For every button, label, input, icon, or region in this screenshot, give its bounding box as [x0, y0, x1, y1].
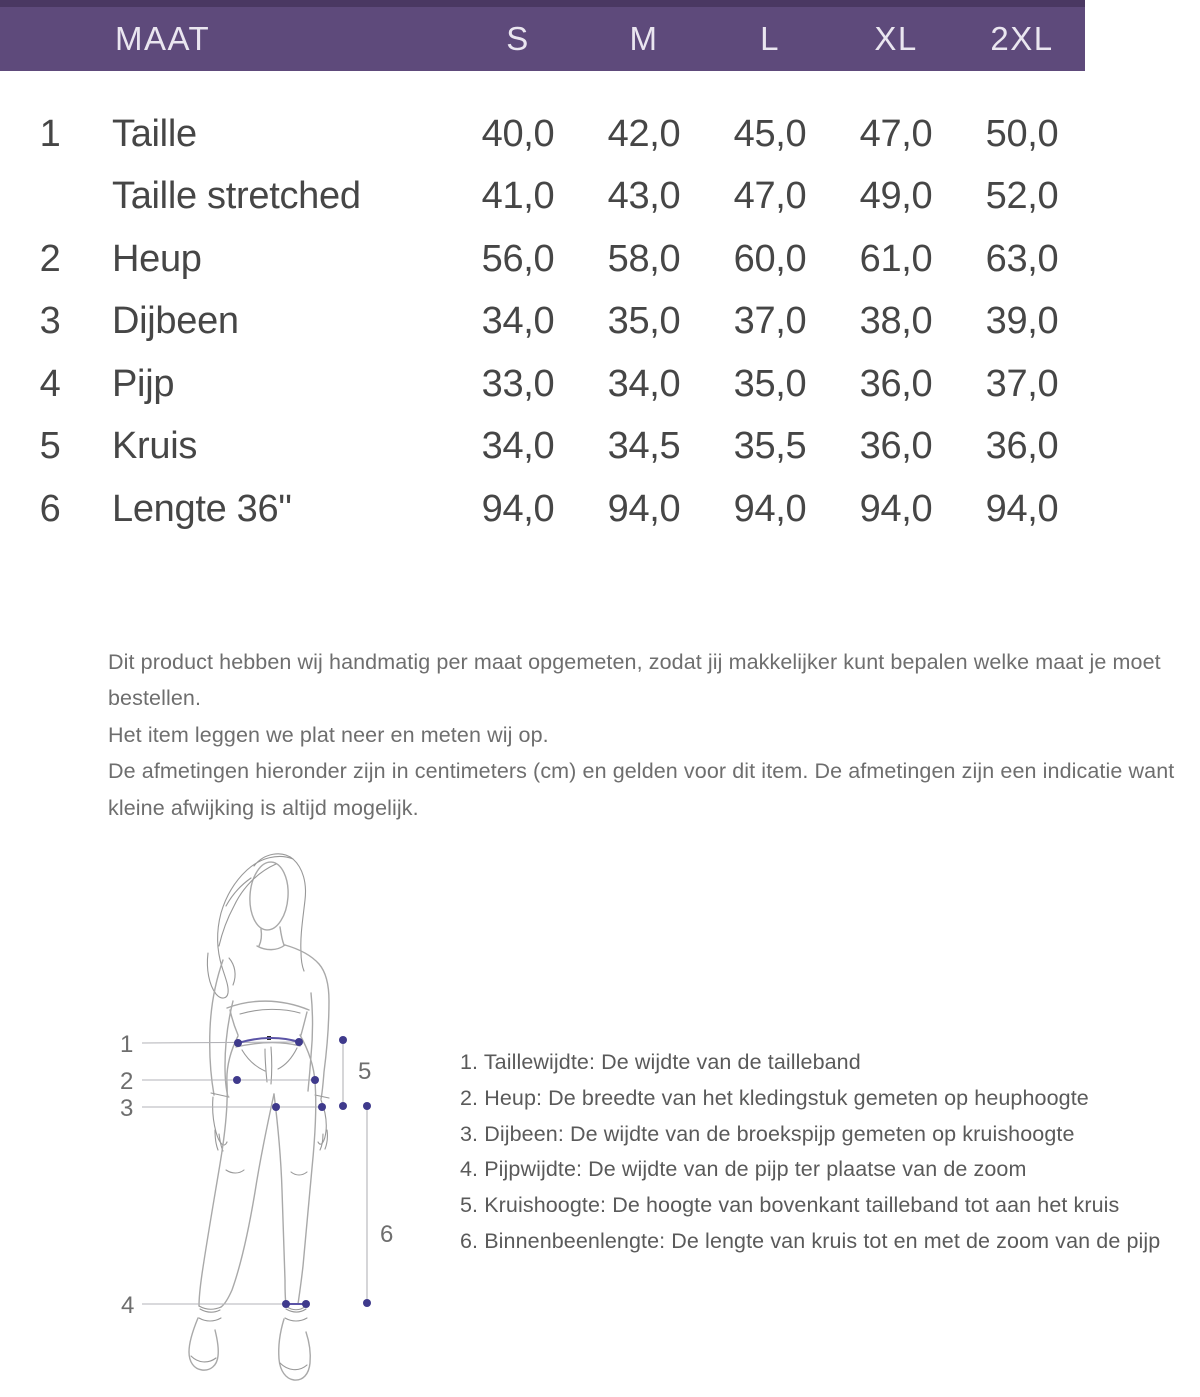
- row-number: 5: [39, 425, 61, 468]
- cell-value: 43,0: [607, 175, 681, 218]
- cell-value: 36,0: [859, 362, 933, 405]
- right-shoe: [285, 1318, 307, 1321]
- guide-item: 6. Binnenbeenlengte: De lengte van kruis tot en met de zoom van de pijp: [460, 1228, 1161, 1253]
- left-shoe: [199, 1318, 221, 1321]
- dot: [363, 1299, 371, 1307]
- dot: [311, 1076, 319, 1084]
- dot: [302, 1300, 310, 1308]
- left-leg: [199, 1036, 238, 1306]
- measurement-marker-labels: [120, 1031, 393, 1319]
- top-hem-fold: [240, 1009, 300, 1014]
- cell-value: 58,0: [607, 237, 681, 280]
- table-row-taille: [0, 103, 1085, 166]
- cell-value: 94,0: [607, 487, 681, 530]
- row-number: 6: [39, 487, 61, 530]
- cell-value: 63,0: [985, 237, 1059, 280]
- guide-item: 1. Taillewijdte: De wijdte van de tailleband: [460, 1050, 861, 1074]
- table-row-pijp: [0, 353, 1085, 416]
- size-table-body: [0, 103, 1085, 541]
- table-row-kruis: [0, 416, 1085, 479]
- hair: [219, 864, 276, 946]
- waistband: [236, 1043, 300, 1047]
- dot: [234, 1039, 242, 1047]
- neck: [280, 927, 284, 945]
- measurement-guide-list: [460, 1045, 1160, 1260]
- size-col-xl: XL: [874, 20, 918, 57]
- row-number: 4: [39, 362, 61, 405]
- dot: [363, 1102, 371, 1110]
- left-leg: [221, 1094, 274, 1307]
- cell-value: 36,0: [859, 425, 933, 468]
- cell-value: 40,0: [481, 112, 555, 155]
- cell-value: 42,0: [607, 112, 681, 155]
- dot: [339, 1036, 347, 1044]
- dot: [295, 1038, 303, 1046]
- guide-item: 4. Pijpwijdte: De wijdte van de pijp ter plaatse van de zoom: [460, 1157, 1027, 1182]
- dot: [233, 1076, 241, 1084]
- cell-value: 45,0: [733, 112, 807, 155]
- cell-value: 94,0: [859, 487, 933, 530]
- cell-value: 36,0: [985, 425, 1059, 468]
- dot: [282, 1300, 290, 1308]
- guide-item: 3. Dijbeen: De wijdte van de broekspijp gemeten op kruishoogte: [460, 1121, 1075, 1146]
- cell-value: 35,5: [733, 425, 807, 468]
- description-paragraph: De afmetingen hieronder zijn in centimeters (cm) en gelden voor dit item. De afmetingen zijn een indicatie want kleine afwijking is altijd mogelijk.: [108, 759, 1175, 820]
- size-col-m: M: [629, 20, 659, 57]
- cell-value: 47,0: [859, 112, 933, 155]
- midriff: [230, 1010, 238, 1035]
- measurement-dots: [233, 1036, 371, 1308]
- row-number: 1: [39, 112, 61, 155]
- head: [248, 861, 291, 931]
- measurement-lines: [142, 1040, 367, 1304]
- guide-item: 5. Kruishoogte: De hoogte van bovenkant tailleband tot aan het kruis: [460, 1193, 1120, 1218]
- description-paragraph: Het item leggen we plat neer en meten wij op.: [108, 722, 549, 747]
- cell-value: 94,0: [733, 487, 807, 530]
- row-label: Taille stretched: [112, 175, 361, 218]
- midriff: [301, 1012, 307, 1035]
- figure-sketch-svg: [80, 838, 440, 1392]
- row-number: 3: [39, 300, 61, 343]
- cell-value: 41,0: [481, 175, 555, 218]
- cell-value: 38,0: [859, 300, 933, 343]
- marker-label-2: 2: [120, 1068, 134, 1095]
- right-arm: [285, 945, 329, 1099]
- guide-item: 2. Heup: De breedte van het kledingstuk gemeten op heuphoogte: [460, 1085, 1089, 1110]
- cell-value: 60,0: [733, 237, 807, 280]
- cell-value: 49,0: [859, 175, 933, 218]
- right-hand: [320, 1134, 323, 1150]
- left-shoe: [191, 1356, 216, 1362]
- size-col-l: L: [760, 20, 780, 57]
- right-arm: [308, 993, 313, 1091]
- right-shoe: [280, 1363, 307, 1370]
- row-label: Taille: [112, 112, 197, 155]
- cell-value: 94,0: [481, 487, 555, 530]
- measurement-highlights: [238, 1038, 306, 1304]
- dot: [318, 1103, 326, 1111]
- hair: [229, 958, 235, 985]
- knee-crease: [226, 1170, 244, 1173]
- cell-value: 94,0: [985, 487, 1059, 530]
- marker-label-1: 1: [120, 1031, 134, 1058]
- row-label: Dijbeen: [112, 300, 239, 343]
- fly: [271, 1047, 272, 1084]
- table-row-taille-stretched: [0, 166, 1085, 229]
- cell-value: 33,0: [481, 362, 555, 405]
- marker-label-4: 4: [121, 1292, 135, 1319]
- row-number: 2: [39, 237, 61, 280]
- measurement-description: [108, 644, 1200, 826]
- table-row-lengte: [0, 478, 1085, 541]
- pocket: [278, 1048, 297, 1069]
- row-label: Heup: [112, 237, 202, 280]
- pocket: [242, 1050, 265, 1071]
- cell-value: 34,0: [481, 300, 555, 343]
- neck: [259, 929, 261, 946]
- table-row-heup: [0, 228, 1085, 291]
- hair: [254, 854, 306, 971]
- cell-value: 50,0: [985, 112, 1059, 155]
- cell-value: 34,0: [607, 362, 681, 405]
- marker-label-6: 6: [380, 1221, 394, 1248]
- right-leg: [298, 1035, 316, 1304]
- dot: [272, 1103, 280, 1111]
- cell-value: 35,0: [607, 300, 681, 343]
- size-table-header: [0, 0, 1085, 71]
- table-row-dijbeen: [0, 291, 1085, 354]
- left-arm: [210, 960, 223, 1095]
- hair: [221, 856, 293, 913]
- right-leg: [274, 1094, 286, 1304]
- cell-value: 34,5: [607, 425, 681, 468]
- cell-value: 35,0: [733, 362, 807, 405]
- right-shoe: [279, 1319, 311, 1380]
- cell-value: 47,0: [733, 175, 807, 218]
- cell-value: 39,0: [985, 300, 1059, 343]
- cell-value: 37,0: [985, 362, 1059, 405]
- measurement-figure: [80, 838, 440, 1392]
- size-table-title: MAAT: [115, 20, 211, 57]
- cell-value: 52,0: [985, 175, 1059, 218]
- description-paragraph: Dit product hebben wij handmatig per maat opgemeten, zodat jij makkelijker kunt bepalen welke maat je moet bestellen.: [108, 650, 1161, 711]
- cell-value: 37,0: [733, 300, 807, 343]
- row-label: Lengte 36": [112, 487, 292, 530]
- marker-label-3: 3: [120, 1095, 134, 1122]
- dot: [339, 1102, 347, 1110]
- top-hem: [227, 1001, 309, 1010]
- fly-stitch: [265, 1049, 267, 1082]
- row-label: Kruis: [112, 425, 198, 468]
- row-label: Pijp: [112, 362, 175, 405]
- cell-value: 34,0: [481, 425, 555, 468]
- cell-value: 56,0: [481, 237, 555, 280]
- size-col-s: S: [506, 20, 530, 57]
- knee-crease: [291, 1172, 307, 1175]
- collar: [257, 945, 285, 950]
- size-col-2xl: 2XL: [990, 20, 1054, 57]
- left-hem: [199, 1306, 221, 1309]
- cell-value: 61,0: [859, 237, 933, 280]
- marker-label-5: 5: [358, 1058, 372, 1085]
